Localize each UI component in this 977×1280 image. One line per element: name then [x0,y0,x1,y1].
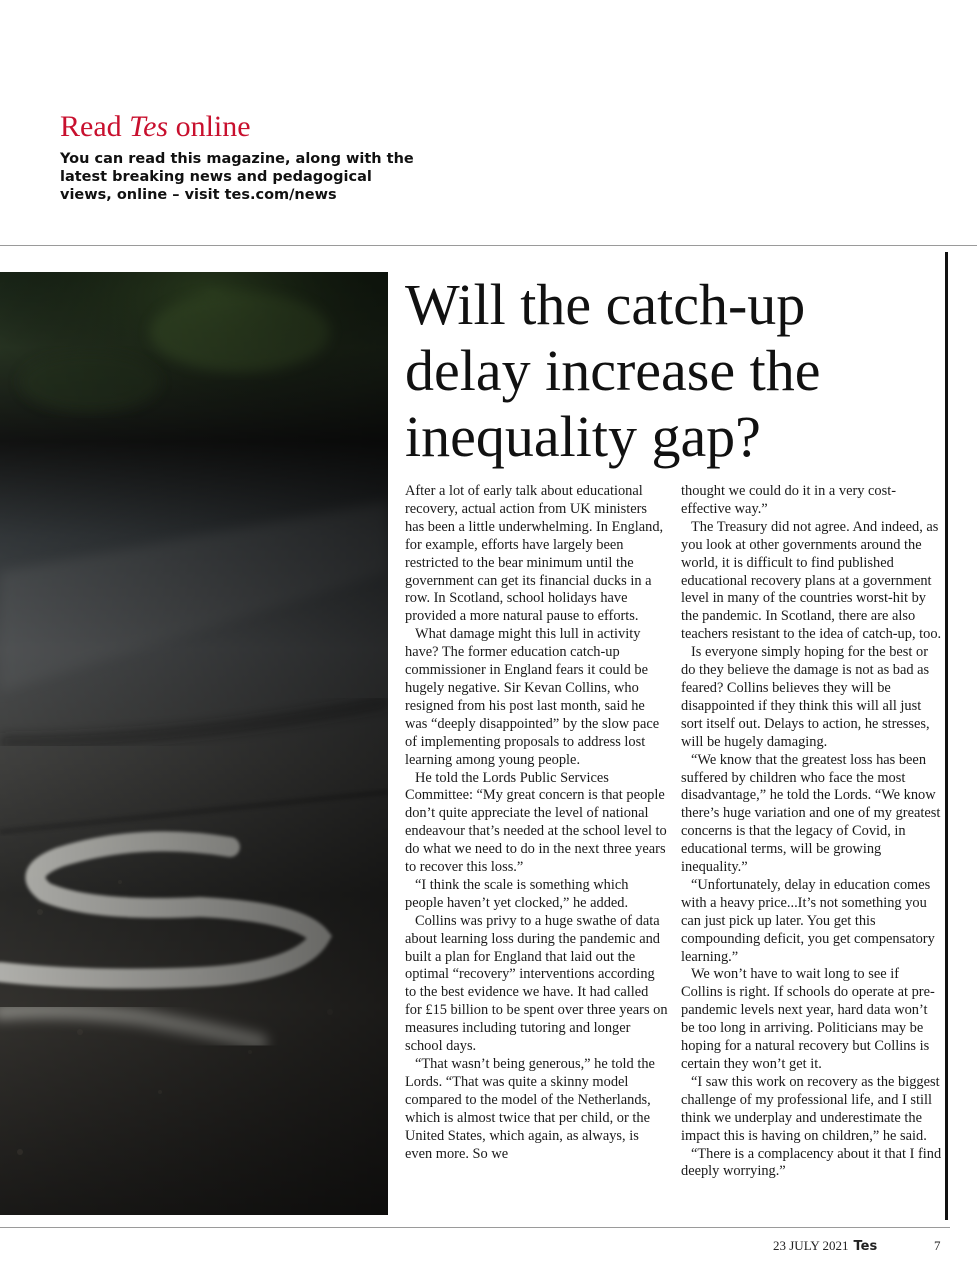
promo-title-post: online [168,110,251,143]
article-headline: Will the catch-up delay increase the inequality gap? [405,272,821,469]
paragraph: What damage might this lull in activity have? The former education catch-up commissioner in England fears it could be hugely negative. Sir Kevan Collins, who resigned from his post last month, said he was “deeply disappointed” by the slow pace of implementing proposals to address lost learning among young people. [405,626,660,768]
promo-text: You can read this magazine, along with the latest breaking news and pedagogical views, online – visit tes.com/news [60,151,414,203]
paragraph: thought we could do it in a very cost-effective way.” [681,483,897,517]
paragraph: “There is a complacency about it that I find deeply worrying.” [681,1145,942,1180]
article-photo [0,272,388,1215]
footer-folio [773,1238,877,1254]
paragraph: “We know that the greatest loss has been suffered by children who face the most disadvantage,” he told the Lords. “We know there’s huge variation and one of my greatest concerns is that the legacy of Covid, in educational terms, will be growing inequality.” [681,751,941,876]
article-column-1 [405,483,668,1163]
paragraph: “Unfortunately, delay in education comes with a heavy price...It’s not something you can just pick up later. You get this compounding deficit, you get compensatory learning.” [681,876,935,965]
paragraph: He told the Lords Public Services Committee: “My great concern is that people don’t quite appreciate the level of national endeavour that’s needed at the school level to do what we need to do in the next three years to recover this loss.” [405,769,667,876]
right-vertical-rule [945,252,948,1220]
chalk-on-pavement-image [0,272,388,1215]
article-column-2 [681,483,944,1181]
paragraph: The Treasury did not agree. And indeed, as you look at other governments around the world, it is difficult to find published educational recovery plans at a government level in many of the countries worst-hit by the pandemic. In Scotland, there are also teachers resistant to the idea of catch-up, too. [681,518,942,643]
paragraph: “I think the scale is something which people haven’t yet clocked,” he added. [405,876,629,911]
read-tes-online-promo [60,110,420,204]
paragraph: Is everyone simply hoping for the best or do they believe the damage is not as bad as feared? Collins believes they will be disappointed if they think this will all just sort itself out. Delays to action, he stresses, will be hugely damaging. [681,644,930,750]
paragraph: Collins was privy to a huge swathe of data about learning loss during the pandemic and built a plan for England that laid out the optimal “recovery” interventions according to the best evidence we have. It had called for £15 billion to be spent over three years on measures including tutoring and longer school days. [405,912,668,1055]
footer-brand: Tes [853,1239,878,1254]
paragraph: After a lot of early talk about educational recovery, actual action from UK ministers has been a little underwhelming. In England, for example, efforts have largely been restricted to the bear minimum until the government can get its financial ducks in a row. In Scotland, school holidays have provided a more natural pause to efforts. [405,483,664,625]
page-number: 7 [934,1238,941,1253]
promo-title-pre: Read [60,110,130,143]
issue-date: 23 JULY 2021 [773,1238,849,1253]
paragraph: We won’t have to wait long to see if Collins is right. If schools do operate at pre-pandemic levels next year, hard data won’t be too long in arriving. Politicians may be hoping for a natural recovery but Collins is certain they won’t get it. [681,966,935,1072]
paragraph: “That wasn’t being generous,” he told the Lords. “That was quite a skinny model compared to the model of the Netherlands, which is almost twice that per child, or the United States, which again, as always, is even more. So we [405,1056,655,1162]
promo-title-brand: Tes [129,110,169,143]
paragraph: “I saw this work on recovery as the biggest challenge of my professional life, and I still think we underplay and underestimate the impact this is having on children,” he said. [681,1073,940,1144]
bottom-divider [0,1227,950,1228]
top-divider [0,245,977,246]
promo-title [60,110,420,144]
